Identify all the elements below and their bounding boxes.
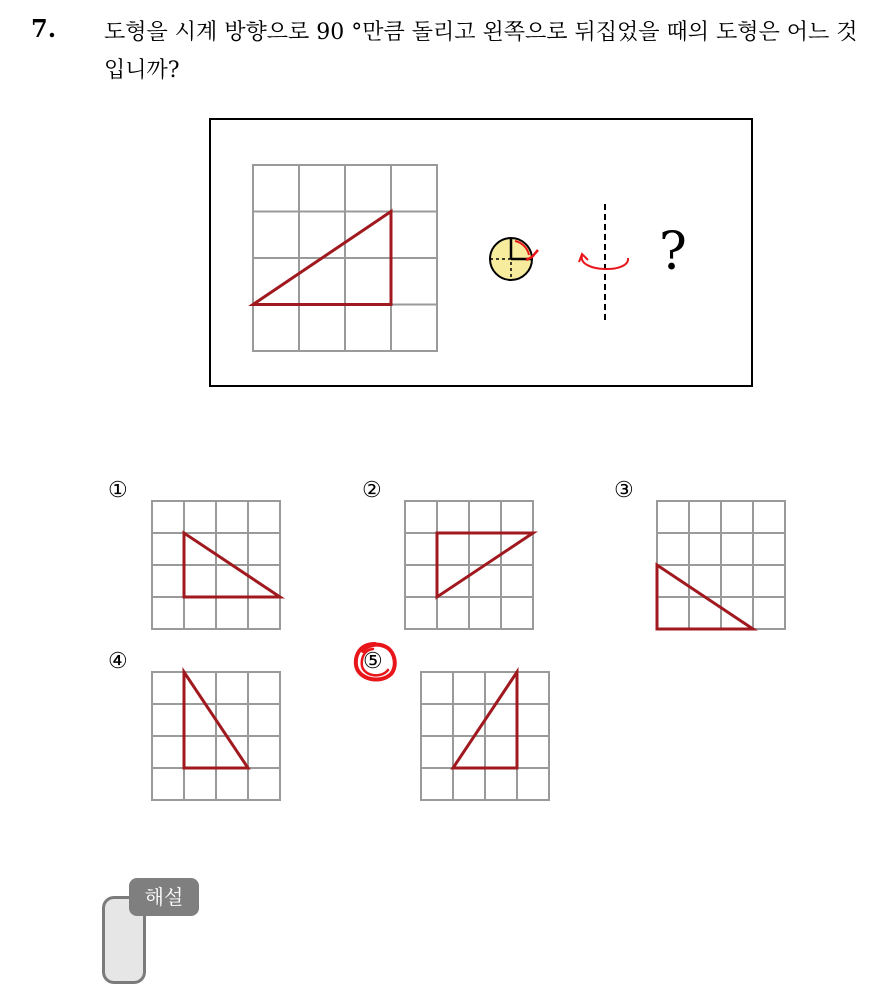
choice-5-grid[interactable] (420, 671, 550, 801)
explanation-button-label[interactable]: 해설 (129, 878, 199, 916)
choice-5-label[interactable]: ⑤ (363, 649, 383, 674)
choice-4-grid[interactable] (151, 671, 281, 801)
choice-3-label[interactable]: ③ (614, 478, 634, 503)
choice-4-label[interactable]: ④ (108, 649, 128, 674)
choice-3-grid[interactable] (656, 500, 786, 630)
question-number: 7. (31, 14, 57, 43)
choice-1-label[interactable]: ① (108, 478, 128, 503)
flip-horizontal-icon (578, 202, 634, 326)
choice-2-label[interactable]: ② (362, 478, 382, 503)
choice-2-grid[interactable] (404, 500, 534, 630)
unknown-result-mark: ? (659, 222, 687, 282)
selected-answer-circle (351, 640, 399, 686)
rotate-clockwise-icon (488, 236, 540, 284)
question-text: 도형을 시계 방향으로 90 °만큼 돌리고 왼쪽으로 뒤집었을 때의 도형은 어느 것입니까? (104, 20, 858, 83)
choice-1-grid[interactable] (151, 500, 281, 630)
original-shape-grid (252, 164, 438, 352)
explanation-button[interactable] (102, 878, 202, 988)
